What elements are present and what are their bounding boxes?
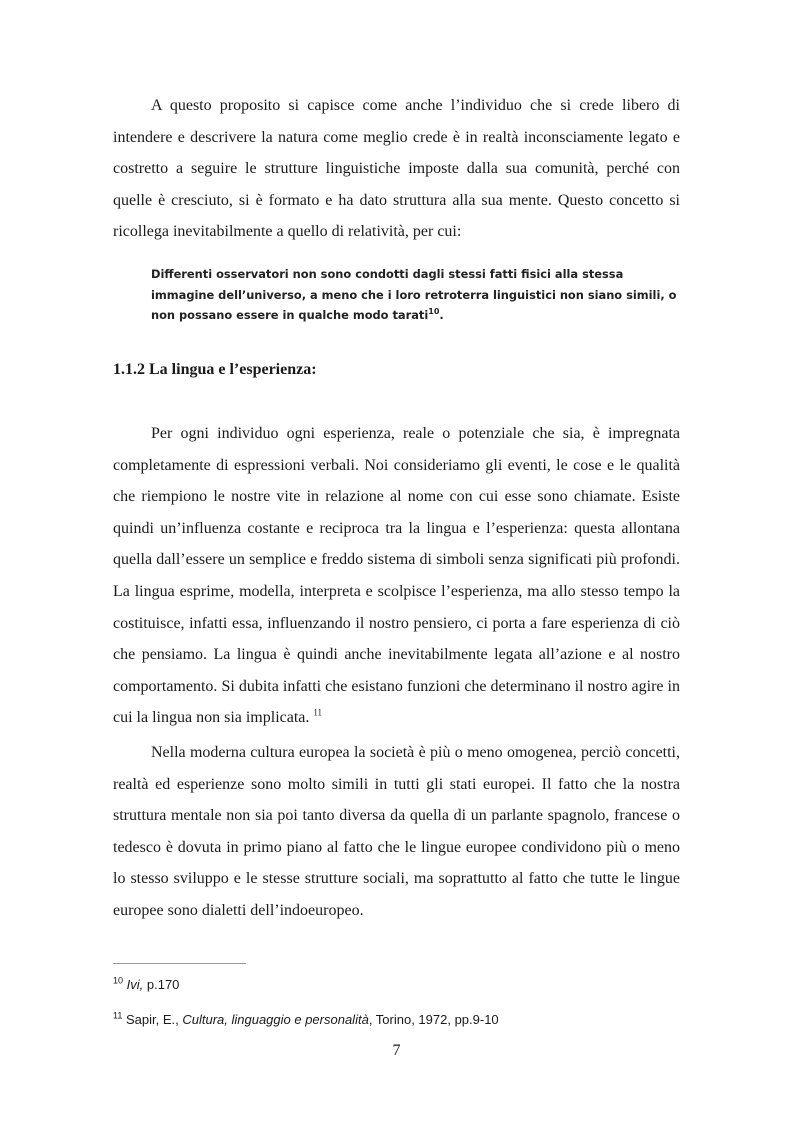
footnote-11-title: Cultura, linguaggio e personalità [182,1012,369,1027]
quote-text: Differenti osservatori non sono condotti dagli stessi fatti fisici alla stessa immagine dell’universo, a meno che i loro retroterra linguistici non siano simili, o non possano essere in qualche modo tarati [151,267,677,322]
footnote-ref-11[interactable]: 11 [313,708,323,719]
block-quote [151,264,681,326]
paragraph-2-text: Per ogni individuo ogni esperienza, reale o potenziale che sia, è impregnata completamente di espressioni verbali. Noi consideriamo gli eventi, le cose e le qualità che riempiono le nostre vite in relazione al nome con cui esse sono chiamate. Esiste quindi un’influenza costante e reciproca tra la lingua e l’esperienza: questa allontana quella dall’essere un semplice e freddo sistema di simboli senza significati più profondi. La lingua esprime, modella, interpreta e scolpisce l’esperienza, ma allo stesso tempo la costituisce, infatti essa, influenzando il nostro pensiero, ci porta a fare esperienza di ciò che pensiamo. La lingua è quindi anche inevitabilmente legata all’azione e al nostro comportamento. Si dubita infatti che esistano funzioni che determinano il nostro agire in cui la lingua non sia implicata. [113,425,680,727]
footnote-separator [113,963,246,964]
footnote-10-number: 10 [113,975,124,986]
section-heading: 1.1.2 La lingua e l’esperienza: [113,361,317,378]
paragraph-1: A questo proposito si capisce come anche l’individuo che si crede libero di intendere e descrivere la natura come meglio crede è in realtà inconsciamente legato e costretto a seguire le strutture linguistiche imposte dalla sua comunità, perché con quelle è cresciuto, si è formato e ha dato struttura alla sua mente. Questo concetto si ricollega inevitabilmente a quello di relatività, per cui: [113,97,680,241]
footnote-10-text: p.170 [143,977,180,992]
footnote-ref-10[interactable]: 10 [428,307,440,317]
footnote-11-number: 11 [113,1010,123,1021]
footnote-11-details: , Torino, 1972, pp.9-10 [368,1012,499,1027]
footnote-10-italic: Ivi, [126,977,144,992]
paragraph-3: Nella moderna cultura europea la società è più o meno omogenea, perciò concetti, realtà ed esperienze sono molto simili in tutti gli stati europei. Il fatto che la nostra struttura mentale non sia poi tanto diversa da quella di un parlante spagnolo, francese o tedesco è dovuta in primo piano al fatto che le lingue europee condividono più o meno lo stesso sviluppo e le stesse strutture sociali, ma soprattutto al fatto che tutte le lingue europee sono dialetti dell’indoeuropeo. [113,744,680,919]
footnote-10 [113,976,179,994]
paragraph-2 [113,418,680,734]
footnote-11-author: Sapir, E., [125,1012,183,1027]
quote-end: . [439,308,444,322]
page-number: 7 [392,1042,401,1059]
footnote-11 [113,1011,499,1029]
